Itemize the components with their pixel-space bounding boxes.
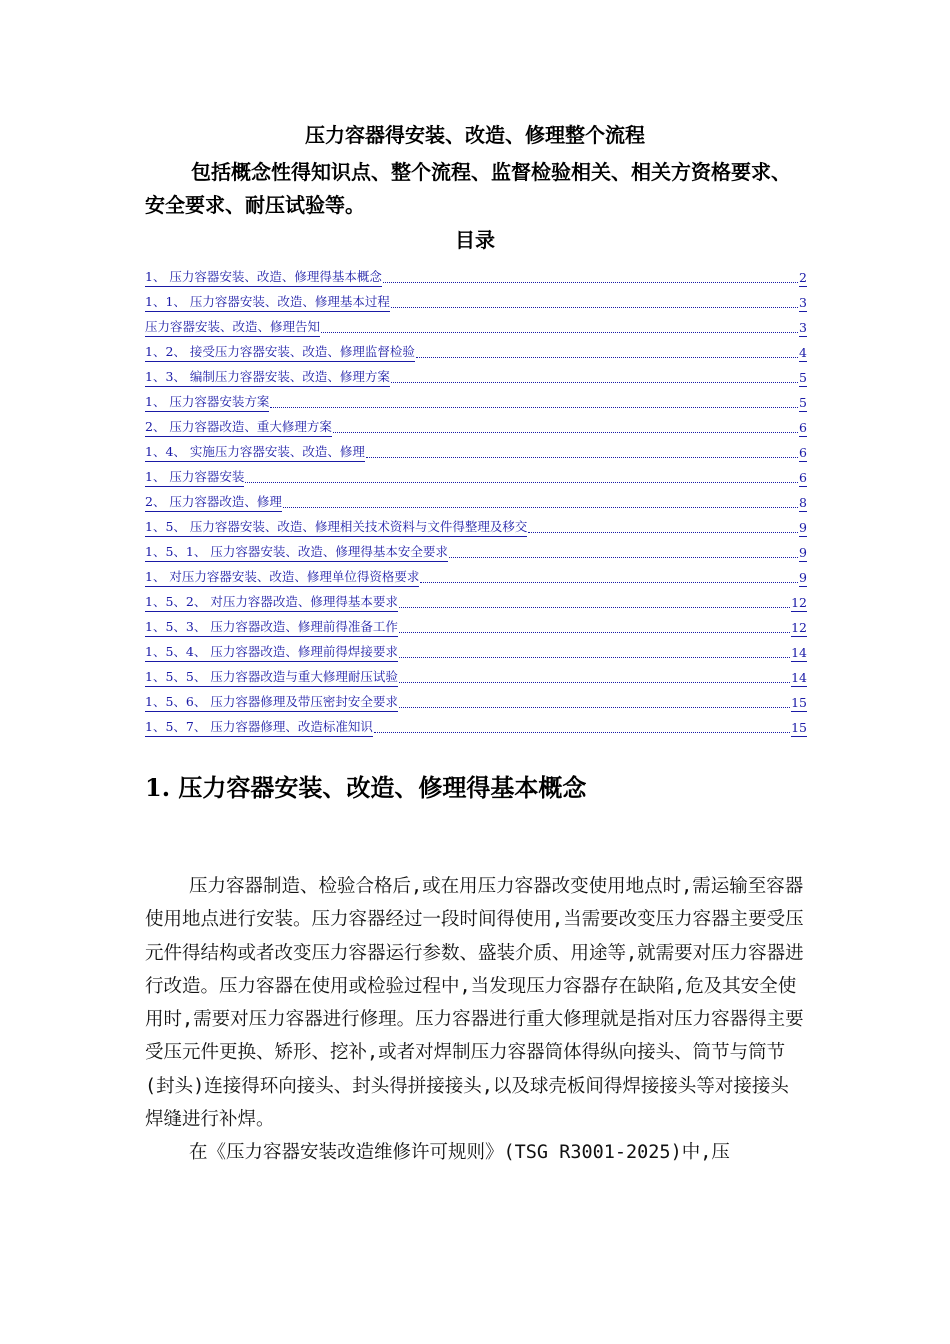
toc-entry[interactable]: 1、5、2、 对压力容器改造、修理得基本要求 12 [145,594,807,610]
toc-entry[interactable]: 2、 压力容器改造、修理 8 [145,494,807,510]
toc-entry[interactable]: 1、4、 实施压力容器安装、改造、修理 6 [145,444,807,460]
toc-entry[interactable]: 1、 压力容器安装方案 5 [145,394,807,410]
body-text [145,870,807,1170]
section-heading: 1. 压力容器安装、改造、修理得基本概念 [145,773,587,802]
toc-entry[interactable]: 1、5、5、 压力容器改造与重大修理耐压试验 14 [145,669,807,685]
toc-entry[interactable]: 1、5、7、 压力容器修理、改造标准知识 15 [145,719,807,735]
document-title: 压力容器得安装、改造、修理整个流程 [305,123,645,147]
toc-entry[interactable]: 1、 压力容器安装 6 [145,469,807,485]
toc-entry[interactable]: 1、5、 压力容器安装、改造、修理相关技术资料与文件得整理及移交 9 [145,519,807,535]
toc-entry[interactable]: 1、1、 压力容器安装、改造、修理基本过程 3 [145,294,807,310]
toc-entry[interactable]: 压力容器安装、改造、修理告知 3 [145,319,807,335]
toc-entry[interactable]: 1、 压力容器安装、改造、修理得基本概念 2 [145,269,807,285]
toc-entry[interactable]: 1、5、3、 压力容器改造、修理前得准备工作 12 [145,619,807,635]
paragraph: 压力容器制造、检验合格后,或在用压力容器改变使用地点时,需运输至容器使用地点进行安装。压力容器经过一段时间得使用,当需要改变压力容器主要受压元件得结构或者改变压力容器运行参数、盛装介质、用途等,就需要对压力容器进行改造。压力容器在使用或检验过程中,当发现压力容器存在缺陷,危及其安全使用时,需要对压力容器进行修理。压力容器进行重大修理就是指对压力容器得主要受压元件更换、矫形、挖补,或者对焊制压力容器筒体得纵向接头、筒节与筒节(封头)连接得环向接头、封头得拼接接头,以及球壳板间得焊接接头等对接接头焊缝进行补焊。 [145,876,804,1131]
toc-entry[interactable]: 1、5、4、 压力容器改造、修理前得焊接要求 14 [145,644,807,660]
toc-entry[interactable]: 1、2、 接受压力容器安装、改造、修理监督检验 4 [145,344,807,360]
table-of-contents [145,262,807,737]
document-subtitle: 包括概念性得知识点、整个流程、监督检验相关、相关方资格要求、安全要求、耐压试验等。 [145,160,791,217]
toc-heading: 目录 [455,228,495,252]
toc-entry[interactable]: 1、3、 编制压力容器安装、改造、修理方案 5 [145,369,807,385]
toc-entry[interactable]: 2、 压力容器改造、重大修理方案 6 [145,419,807,435]
toc-entry[interactable]: 1、5、1、 压力容器安装、改造、修理得基本安全要求 9 [145,544,807,560]
toc-entry[interactable]: 1、 对压力容器安装、改造、修理单位得资格要求 9 [145,569,807,585]
toc-entry[interactable]: 1、5、6、 压力容器修理及带压密封安全要求 15 [145,694,807,710]
paragraph: 在《压力容器安装改造维修许可规则》(TSG R3001-2025)中,压 [189,1142,730,1164]
